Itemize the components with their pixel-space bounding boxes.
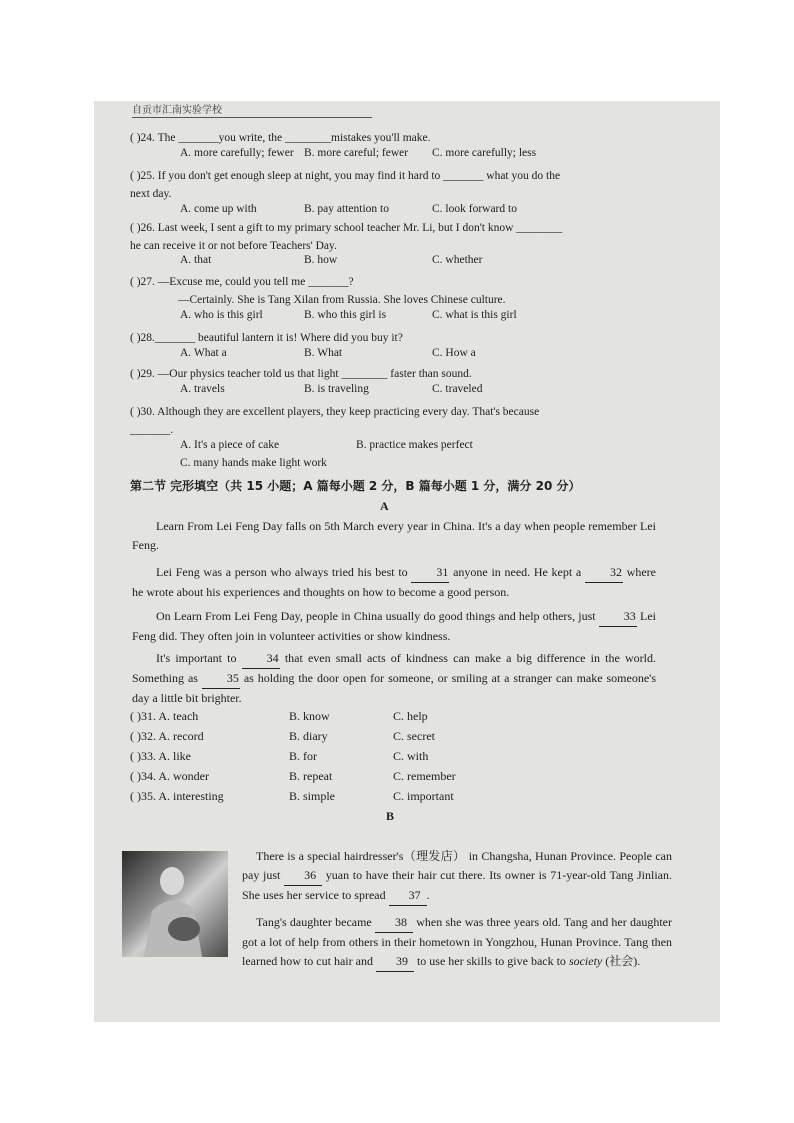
choice-a: ( )32. A. record bbox=[130, 729, 204, 743]
choice-c: C. with bbox=[393, 749, 429, 763]
option-c: C. more carefully; less bbox=[432, 147, 537, 159]
question-25: ( )25. If you don't get enough sleep at night, you may find it hard to _______ what you do the bbox=[130, 170, 561, 182]
option-b: B. is traveling bbox=[304, 383, 369, 395]
option-a: A. who is this girl bbox=[180, 309, 263, 321]
option-b: B. how bbox=[304, 254, 338, 266]
choice-c: C. help bbox=[393, 709, 428, 723]
passage-a-p2 bbox=[132, 563, 656, 602]
blank-38: 38 bbox=[375, 913, 413, 933]
option-c: C. what is this girl bbox=[432, 309, 517, 321]
choice-c: C. secret bbox=[393, 729, 435, 743]
question-29: ( )29. —Our physics teacher told us that light ________ faster than sound. bbox=[130, 368, 472, 380]
options-28 bbox=[180, 347, 476, 359]
option-b: B. What bbox=[304, 347, 343, 359]
options-25 bbox=[180, 203, 517, 215]
choice-b: B. simple bbox=[289, 789, 336, 803]
option-c: C. look forward to bbox=[432, 203, 517, 215]
options-26 bbox=[180, 254, 482, 266]
text: Lei Feng did. They often join in volunteer activities or show kindness. bbox=[132, 609, 656, 643]
question-25-cont: next day. bbox=[130, 188, 172, 200]
option-c: C. whether bbox=[432, 254, 483, 266]
choice-b: B. diary bbox=[289, 729, 328, 743]
option-a: A. It's a piece of cake bbox=[180, 439, 280, 451]
text: that even small acts of kindness can make a big difference in the world. Something as bbox=[132, 651, 656, 685]
options-30 bbox=[180, 439, 473, 451]
text: (社会). bbox=[602, 954, 641, 968]
italic-word: society bbox=[568, 954, 603, 968]
question-26-cont: he can receive it or not before Teachers' Day. bbox=[130, 240, 337, 252]
blank-32: 32 bbox=[585, 563, 623, 583]
text: as holding the door open for someone, or smiling at a stranger can make someone's day a little bit brighter. bbox=[132, 671, 656, 705]
choice-a: ( )35. A. interesting bbox=[130, 789, 224, 803]
blank-33: 33 bbox=[599, 607, 637, 627]
text: Tang's daughter became bbox=[256, 915, 376, 929]
question-24: ( )24. The _______you write, the ________mistakes you'll make. bbox=[130, 132, 431, 144]
choice-b: B. repeat bbox=[289, 769, 333, 783]
text: Lei Feng was a person who always tried his best to bbox=[156, 565, 412, 579]
question-28: ( )28._______ beautiful lantern it is! Where did you buy it? bbox=[130, 332, 403, 344]
text: where he wrote about his experiences and thoughts on how to become a good person. bbox=[132, 565, 656, 599]
passage-a-p1: Learn From Lei Feng Day falls on 5th March every year in China. It's a day when people remember Lei Feng. bbox=[132, 519, 656, 552]
question-27-cont: —Certainly. She is Tang Xilan from Russia. She loves Chinese culture. bbox=[178, 294, 506, 306]
part-a-label: A bbox=[380, 499, 389, 513]
choice-a: ( )34. A. wonder bbox=[130, 769, 209, 783]
option-b: B. pay attention to bbox=[304, 203, 389, 215]
choice-a: ( )31. A. teach bbox=[130, 709, 199, 723]
text: yuan to have their hair cut there. Its owner is 71-year-old Tang Jinlian. She uses her service to spread bbox=[242, 868, 672, 902]
option-a: A. that bbox=[180, 254, 212, 266]
choice-a: ( )33. A. like bbox=[130, 749, 191, 763]
blank-37: 37 bbox=[389, 886, 427, 906]
hairdresser-photo bbox=[122, 851, 228, 957]
option-a: A. more carefully; fewer bbox=[180, 147, 294, 159]
options-24 bbox=[180, 147, 536, 159]
option-a: A. come up with bbox=[180, 203, 257, 215]
passage-b-p2 bbox=[242, 913, 672, 972]
option-c: C. many hands make light work bbox=[180, 457, 327, 469]
question-27: ( )27. —Excuse me, could you tell me _______? bbox=[130, 276, 354, 288]
blank-31: 31 bbox=[411, 563, 449, 583]
passage-a-p4 bbox=[132, 649, 656, 708]
question-30: ( )30. Although they are excellent players, they keep practicing every day. That's because bbox=[130, 406, 540, 418]
option-c: C. traveled bbox=[432, 383, 483, 395]
blank-34: 34 bbox=[242, 649, 280, 669]
options-29 bbox=[180, 383, 482, 395]
text: to use her skills to give back to bbox=[413, 954, 569, 968]
text: . bbox=[426, 888, 430, 902]
question-26: ( )26. Last week, I sent a gift to my primary school teacher Mr. Li, but I don't know ________ bbox=[130, 222, 563, 234]
options-27 bbox=[180, 309, 517, 321]
choice-c: C. remember bbox=[393, 769, 456, 783]
choice-b: B. know bbox=[289, 709, 330, 723]
section-title: 第二节 完形填空（共 15 小题；A 篇每小题 2 分，B 篇每小题 1 分，满分 20 分） bbox=[130, 479, 581, 493]
choice-b: B. for bbox=[289, 749, 317, 763]
text: anyone in need. He kept a bbox=[449, 565, 585, 579]
blank-39: 39 bbox=[376, 952, 414, 972]
text: On Learn From Lei Feng Day, people in China usually do good things and help others, just bbox=[156, 609, 599, 623]
part-b-label: B bbox=[386, 809, 395, 823]
option-b: B. more careful; fewer bbox=[304, 147, 409, 159]
text: when she was three years old. Tang and her daughter got a lot of help from others in their hometown in Yongzhou, Hunan Province. Tang then learned how to cut hair and bbox=[242, 915, 672, 968]
exam-page bbox=[94, 101, 720, 1022]
choice-c: C. important bbox=[393, 789, 454, 803]
options-30-c bbox=[180, 457, 327, 469]
school-header: 自贡市汇南实验学校 bbox=[132, 101, 372, 118]
option-a: A. travels bbox=[180, 383, 225, 395]
text: It's important to bbox=[156, 651, 242, 665]
option-a: A. What a bbox=[180, 347, 227, 359]
text: There is a special hairdresser's（理发店） in Changsha, Hunan Province. People can pay just bbox=[242, 849, 672, 882]
blank-35: 35 bbox=[202, 669, 240, 689]
blank-36: 36 bbox=[284, 866, 322, 886]
passage-b-p1 bbox=[242, 847, 672, 906]
passage-a-p3 bbox=[132, 607, 656, 646]
option-b: B. who this girl is bbox=[304, 309, 387, 321]
question-30-cont: _______. bbox=[130, 424, 174, 436]
option-c: C. How a bbox=[432, 347, 476, 359]
option-b: B. practice makes perfect bbox=[356, 439, 473, 451]
